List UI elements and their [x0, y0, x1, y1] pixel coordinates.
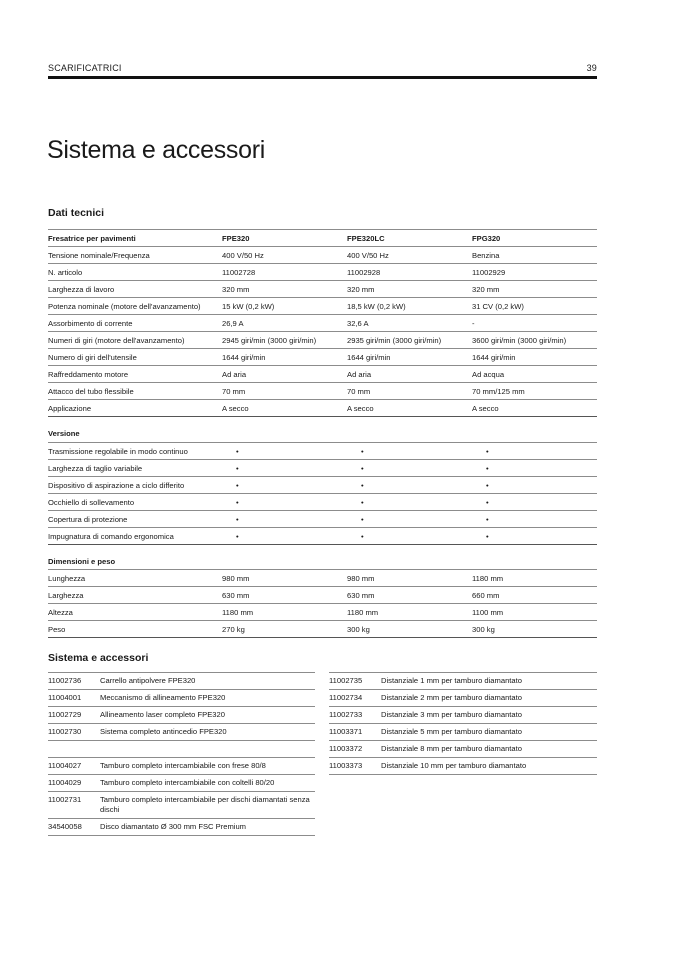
versione-label: Versione [48, 429, 80, 438]
feature-label: Trasmissione regolabile in modo continuo [48, 443, 222, 460]
list-item [48, 792, 315, 819]
article-description: Distanziale 8 mm per tamburo diamantato [381, 741, 597, 758]
feature-cell [347, 443, 472, 460]
table-cell: 320 mm [347, 281, 472, 298]
table-cell: 1644 giri/min [222, 349, 347, 366]
table-cell: 11002728 [222, 264, 347, 281]
table-cell: 300 kg [347, 621, 472, 638]
list-item [329, 690, 597, 707]
article-number: 11002736 [48, 673, 100, 690]
table-cell: 2935 giri/min (3000 giri/min) [347, 332, 472, 349]
article-description: Distanziale 3 mm per tamburo diamantato [381, 707, 597, 724]
list-item [329, 673, 597, 690]
bullet-icon: • [361, 514, 364, 524]
article-description: Disco diamantato Ø 300 mm FSC Premium [100, 819, 315, 836]
list-item [329, 707, 597, 724]
table-cell: 980 mm [347, 570, 472, 587]
article-description: Distanziale 10 mm per tamburo diamantato [381, 758, 597, 775]
table-cell: 630 mm [347, 587, 472, 604]
article-description [100, 741, 315, 758]
article-number: 11003373 [329, 758, 381, 775]
table-row [48, 511, 597, 528]
article-description: Tamburo completo intercambiabile con coltelli 80/20 [100, 775, 315, 792]
table-cell: 1100 mm [472, 604, 597, 621]
article-number [48, 741, 100, 758]
bullet-icon: • [486, 446, 489, 456]
dimensioni-table [48, 569, 597, 638]
table-row [48, 298, 597, 315]
table-cell: Attacco del tubo flessibile [48, 383, 222, 400]
feature-label: Dispositivo di aspirazione a ciclo differito [48, 477, 222, 494]
table-row [48, 477, 597, 494]
page-title: Sistema e accessori [47, 136, 265, 164]
table-cell: 18,5 kW (0,2 kW) [347, 298, 472, 315]
table-cell: Larghezza di lavoro [48, 281, 222, 298]
table-cell: 26,9 A [222, 315, 347, 332]
table-row [48, 247, 597, 264]
table-header-row [48, 230, 597, 247]
feature-cell [222, 528, 347, 545]
article-description: Sistema completo antincedio FPE320 [100, 724, 315, 741]
table-row [48, 281, 597, 298]
table-cell: Raffreddamento motore [48, 366, 222, 383]
feature-cell [472, 494, 597, 511]
feature-cell [222, 460, 347, 477]
feature-cell [472, 443, 597, 460]
article-number: 11004027 [48, 758, 100, 775]
table-cell: 270 kg [222, 621, 347, 638]
table-cell: Numeri di giri (motore dell'avanzamento) [48, 332, 222, 349]
bullet-icon: • [361, 463, 364, 473]
accessori-left-table [48, 672, 315, 836]
table-row [48, 349, 597, 366]
table-cell: A secco [222, 400, 347, 417]
bullet-icon: • [236, 480, 239, 490]
list-item [329, 758, 597, 775]
article-number: 11002734 [329, 690, 381, 707]
feature-cell [472, 460, 597, 477]
feature-cell [472, 511, 597, 528]
article-description: Tamburo completo intercambiabile con frese 80/8 [100, 758, 315, 775]
table-row [48, 315, 597, 332]
list-item [48, 741, 315, 758]
list-item [329, 741, 597, 758]
table-cell: Numero di giri dell'utensile [48, 349, 222, 366]
feature-cell [222, 494, 347, 511]
article-description: Allineamento laser completo FPE320 [100, 707, 315, 724]
table-row [48, 494, 597, 511]
table-cell: 11002929 [472, 264, 597, 281]
article-description: Meccanismo di allineamento FPE320 [100, 690, 315, 707]
table-cell: 400 V/50 Hz [347, 247, 472, 264]
table-row [48, 366, 597, 383]
table-cell: 2945 giri/min (3000 giri/min) [222, 332, 347, 349]
column-header: FPG320 [472, 230, 597, 247]
bullet-icon: • [361, 480, 364, 490]
bullet-icon: • [361, 497, 364, 507]
table-row [48, 621, 597, 638]
feature-cell [347, 494, 472, 511]
table-cell: 660 mm [472, 587, 597, 604]
table-cell: 32,6 A [347, 315, 472, 332]
table-cell: 300 kg [472, 621, 597, 638]
table-cell: Assorbimento di corrente [48, 315, 222, 332]
table-row [48, 460, 597, 477]
list-item [48, 819, 315, 836]
list-item [329, 724, 597, 741]
accessori-heading: Sistema e accessori [48, 652, 149, 664]
feature-cell [347, 528, 472, 545]
article-number: 11002730 [48, 724, 100, 741]
bullet-icon: • [361, 446, 364, 456]
column-header: FPE320 [222, 230, 347, 247]
versione-table [48, 442, 597, 545]
accessori-right-table [329, 672, 597, 775]
article-number: 11002735 [329, 673, 381, 690]
bullet-icon: • [236, 497, 239, 507]
feature-cell [222, 511, 347, 528]
table-row [48, 587, 597, 604]
table-cell: Benzina [472, 247, 597, 264]
table-row [48, 383, 597, 400]
tech-heading: Dati tecnici [48, 207, 105, 219]
list-item [48, 775, 315, 792]
table-cell: Larghezza [48, 587, 222, 604]
article-number: 11002731 [48, 792, 100, 819]
table-cell: Altezza [48, 604, 222, 621]
list-item [48, 758, 315, 775]
feature-label: Copertura di protezione [48, 511, 222, 528]
table-cell: Peso [48, 621, 222, 638]
feature-label: Impugnatura di comando ergonomica [48, 528, 222, 545]
feature-cell [347, 477, 472, 494]
bullet-icon: • [486, 497, 489, 507]
article-description: Carrello antipolvere FPE320 [100, 673, 315, 690]
table-cell: Tensione nominale/Frequenza [48, 247, 222, 264]
table-cell: Potenza nominale (motore dell'avanzamento) [48, 298, 222, 315]
list-item [48, 673, 315, 690]
table-cell: N. articolo [48, 264, 222, 281]
bullet-icon: • [486, 514, 489, 524]
bullet-icon: • [486, 531, 489, 541]
table-cell: 320 mm [222, 281, 347, 298]
bullet-icon: • [236, 463, 239, 473]
bullet-icon: • [236, 531, 239, 541]
table-cell: 1180 mm [222, 604, 347, 621]
table-cell: 1180 mm [472, 570, 597, 587]
article-description: Distanziale 5 mm per tamburo diamantato [381, 724, 597, 741]
feature-cell [347, 460, 472, 477]
table-cell: Lunghezza [48, 570, 222, 587]
table-cell: 15 kW (0,2 kW) [222, 298, 347, 315]
feature-cell [347, 511, 472, 528]
tech-table [48, 229, 597, 417]
table-row [48, 443, 597, 460]
table-cell: 70 mm [347, 383, 472, 400]
column-header: FPE320LC [347, 230, 472, 247]
article-number: 11004001 [48, 690, 100, 707]
table-cell: A secco [472, 400, 597, 417]
article-number: 11003372 [329, 741, 381, 758]
table-cell: 3600 giri/min (3000 giri/min) [472, 332, 597, 349]
table-cell: A secco [347, 400, 472, 417]
table-row [48, 570, 597, 587]
table-cell: Ad acqua [472, 366, 597, 383]
article-number: 11002733 [329, 707, 381, 724]
feature-label: Larghezza di taglio variabile [48, 460, 222, 477]
table-cell: 980 mm [222, 570, 347, 587]
table-cell: 1644 giri/min [472, 349, 597, 366]
article-description: Distanziale 1 mm per tamburo diamantato [381, 673, 597, 690]
article-number: 34540058 [48, 819, 100, 836]
table-cell: 1644 giri/min [347, 349, 472, 366]
list-item [48, 724, 315, 741]
article-description: Distanziale 2 mm per tamburo diamantato [381, 690, 597, 707]
table-cell: 630 mm [222, 587, 347, 604]
table-row [48, 332, 597, 349]
article-number: 11004029 [48, 775, 100, 792]
article-number: 11003371 [329, 724, 381, 741]
table-cell: 11002928 [347, 264, 472, 281]
feature-label: Occhiello di sollevamento [48, 494, 222, 511]
list-item [48, 707, 315, 724]
table-cell: Ad aria [222, 366, 347, 383]
feature-cell [222, 443, 347, 460]
table-row [48, 604, 597, 621]
bullet-icon: • [486, 480, 489, 490]
feature-cell [472, 477, 597, 494]
table-cell: Applicazione [48, 400, 222, 417]
column-header: Fresatrice per pavimenti [48, 230, 222, 247]
table-row [48, 264, 597, 281]
feature-cell [472, 528, 597, 545]
article-description: Tamburo completo intercambiabile per dischi diamantati senza dischi [100, 792, 315, 819]
article-number: 11002729 [48, 707, 100, 724]
table-row [48, 400, 597, 417]
bullet-icon: • [486, 463, 489, 473]
table-cell: 320 mm [472, 281, 597, 298]
header-rule [48, 76, 597, 79]
bullet-icon: • [236, 446, 239, 456]
feature-cell [222, 477, 347, 494]
table-cell: - [472, 315, 597, 332]
table-cell: 1180 mm [347, 604, 472, 621]
section-name: SCARIFICATRICI [48, 63, 122, 73]
page-number: 39 [586, 63, 597, 73]
bullet-icon: • [236, 514, 239, 524]
dimensioni-label: Dimensioni e peso [48, 557, 116, 566]
table-row [48, 528, 597, 545]
table-cell: 70 mm/125 mm [472, 383, 597, 400]
table-cell: 400 V/50 Hz [222, 247, 347, 264]
table-cell: 31 CV (0,2 kW) [472, 298, 597, 315]
list-item [48, 690, 315, 707]
table-cell: 70 mm [222, 383, 347, 400]
table-cell: Ad aria [347, 366, 472, 383]
bullet-icon: • [361, 531, 364, 541]
